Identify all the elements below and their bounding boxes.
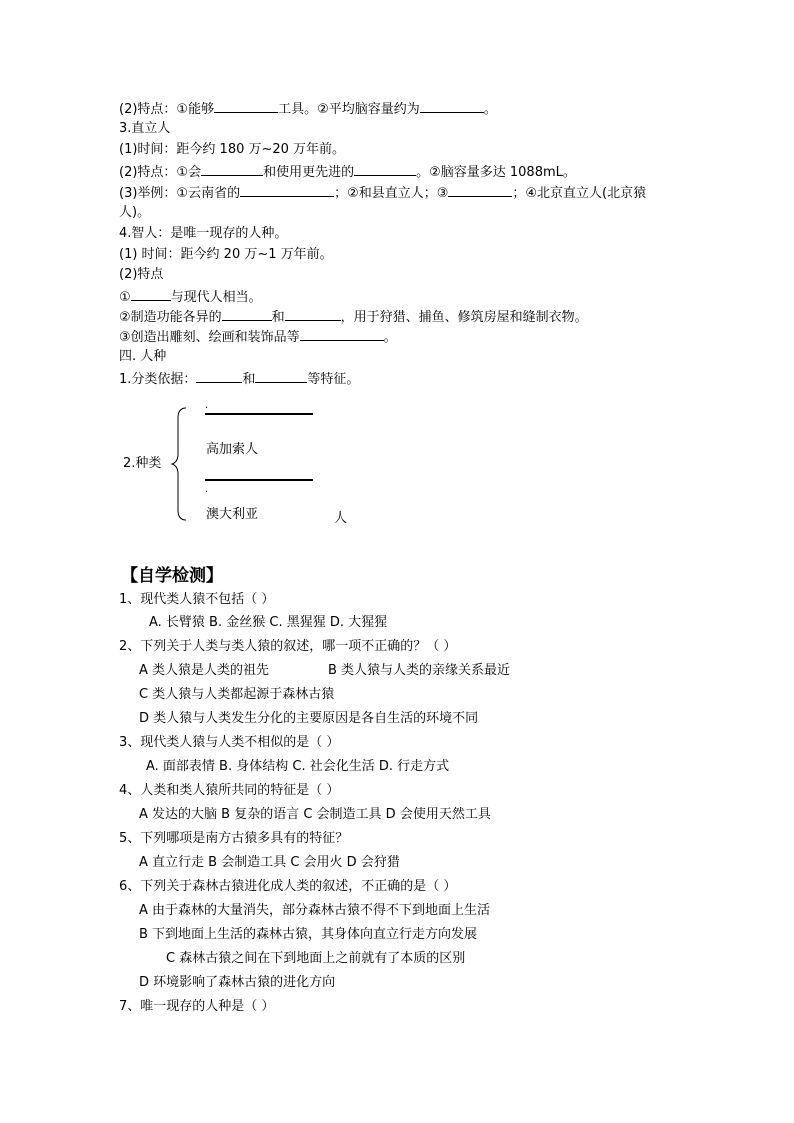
question-6-option-b: B 下到地面上生活的森林古猿，其身体向直立行走方向发展 <box>139 927 478 942</box>
race-australian: 澳大利亚 <box>206 507 259 522</box>
text: ；④北京直立人(北京猿 <box>512 186 647 201</box>
sapiens-time: (1) 时间：距今约 20 万~1 万年前。 <box>119 247 333 262</box>
question-1: 1、现代类人猿不包括（ ） <box>119 592 275 607</box>
sapiens-feature-3 <box>119 327 397 346</box>
race-caucasian: 高加索人 <box>206 442 259 457</box>
text: ① <box>119 290 131 305</box>
erectus-time: (1)时间：距今约 180 万~20 万年前。 <box>119 142 346 157</box>
homo-erectus-title: 3.直立人 <box>119 121 171 136</box>
text: (3)举例：①云南省的 <box>119 186 241 201</box>
text: 。 <box>483 102 497 117</box>
answer-blank[interactable] <box>285 307 341 321</box>
text: 和使用更先进的 <box>263 165 355 180</box>
answer-blank[interactable] <box>201 162 263 176</box>
question-2-option-a: A 类人猿是人类的祖先 <box>139 663 270 678</box>
question-2-option-c: C 类人猿与人类都起源于森林古猿 <box>139 687 335 702</box>
question-5: 5、下列哪项是南方古猿多具有的特征？ <box>119 831 349 846</box>
marker-dot: . <box>205 484 209 495</box>
question-4: 4、人类和类人猿所共同的特征是（ ） <box>119 783 340 798</box>
question-3-options: A. 面部表情 B. 身体结构 C. 社会化生活 D. 行走方式 <box>146 759 450 774</box>
race-australian-suffix: 人 <box>334 511 348 526</box>
answer-line-2[interactable] <box>205 479 313 481</box>
race-section-title: 四. 人种 <box>119 349 167 364</box>
sapiens-title: 4.智人：是唯一现存的人种。 <box>119 226 288 241</box>
erectus-examples-cont: 人)。 <box>119 205 151 220</box>
question-4-options: A 发达的大脑 B 复杂的语言 C 会制造工具 D 会使用天然工具 <box>139 807 491 822</box>
text: 与现代人相当。 <box>170 290 262 305</box>
race-types-label: 2.种类 <box>123 456 162 471</box>
text: ③创造出雕刻、绘画和装饰品等 <box>119 330 300 345</box>
curly-brace <box>170 404 190 524</box>
sapiens-feature-1 <box>119 287 262 306</box>
answer-blank[interactable] <box>448 183 512 197</box>
self-test-heading: 【自学检测】 <box>121 566 223 586</box>
text: ；②和县直立人；③ <box>334 186 449 201</box>
text: ，用于狩猎、捕鱼、修筑房屋和缝制衣物。 <box>340 310 588 325</box>
question-6-option-a: A 由于森林的大量消失，部分森林古猿不得不下到地面上生活 <box>139 903 491 918</box>
question-1-options: A. 长臂猿 B. 金丝猴 C. 黑猩猩 D. 大猩猩 <box>149 615 388 630</box>
text: 。 <box>383 330 397 345</box>
erectus-examples <box>119 183 646 202</box>
classification-basis <box>119 369 359 388</box>
answer-blank[interactable] <box>354 162 416 176</box>
text: (2)特点：①会 <box>119 165 202 180</box>
text: ②制造功能各异的 <box>119 310 222 325</box>
answer-blank[interactable] <box>420 99 484 113</box>
text: 。②脑容量多达 1088mL。 <box>416 165 576 180</box>
question-7: 7、唯一现存的人种是（ ） <box>119 999 275 1014</box>
answer-blank[interactable] <box>240 183 334 197</box>
sapiens-feature-2 <box>119 307 588 326</box>
text: (2)特点：①能够 <box>119 102 215 117</box>
answer-blank[interactable] <box>214 99 278 113</box>
question-2: 2、下列关于人类与类人猿的叙述，哪一项不正确的？（ ） <box>119 639 457 654</box>
text: 等特征。 <box>307 372 360 387</box>
features-line <box>119 99 497 118</box>
answer-blank[interactable] <box>131 287 171 301</box>
question-2-option-b: B 类人猿与人类的亲缘关系最近 <box>328 663 511 678</box>
erectus-features <box>119 162 576 181</box>
question-3: 3、现代类人猿与人类不相似的是（ ） <box>119 735 340 750</box>
answer-blank[interactable] <box>255 369 307 383</box>
question-6-option-c: C 森林古猿之间在下到地面上之前就有了本质的区别 <box>166 951 466 966</box>
answer-blank[interactable] <box>196 369 242 383</box>
question-6: 6、下列关于森林古猿进化成人类的叙述，不正确的是（ ） <box>119 879 457 894</box>
answer-line-1[interactable] <box>205 413 313 415</box>
question-6-option-d: D 环境影响了森林古猿的进化方向 <box>139 975 336 990</box>
text: 和 <box>271 310 285 325</box>
text: 和 <box>242 372 256 387</box>
answer-blank[interactable] <box>222 307 272 321</box>
question-2-option-d: D 类人猿与人类发生分化的主要原因是各自生活的环境不同 <box>139 711 479 726</box>
text: 1.分类依据： <box>119 372 197 387</box>
marker-dot: . <box>205 400 209 411</box>
answer-blank[interactable] <box>300 327 384 341</box>
question-5-options: A 直立行走 B 会制造工具 C 会用火 D 会狩猎 <box>139 855 400 870</box>
text: 工具。②平均脑容量约为 <box>278 102 420 117</box>
sapiens-features: (2)特点 <box>119 267 164 282</box>
